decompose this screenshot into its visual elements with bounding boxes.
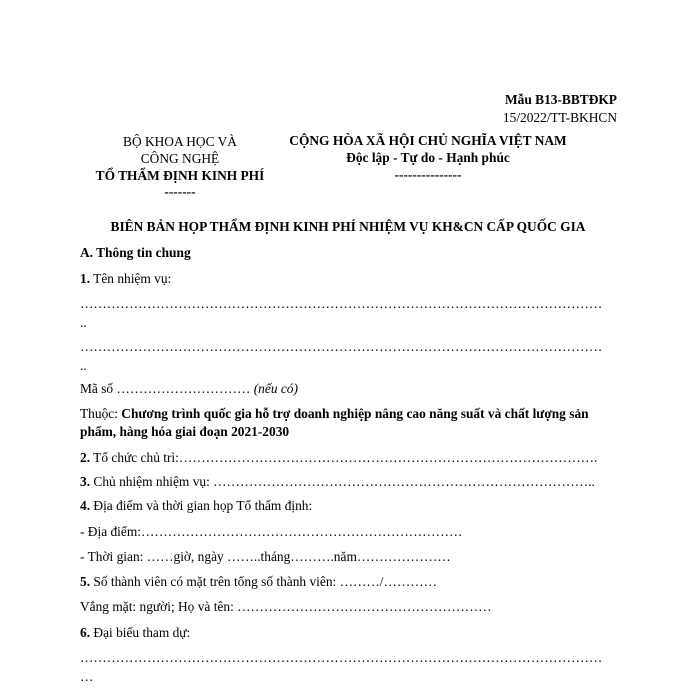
program-label: Thuộc: xyxy=(80,406,122,421)
item-4-venue-time xyxy=(80,498,312,515)
absent-line: Vắng mặt: người; Họ và tên: ………………………………………………… xyxy=(80,599,492,614)
agency-rule: ------- xyxy=(164,184,196,200)
item-6-delegates xyxy=(80,625,190,642)
venue-line: - Địa điểm:……………………………………………………………… xyxy=(80,524,463,539)
item-1-number: 1. xyxy=(80,271,91,286)
item-5-number: 5. xyxy=(80,574,91,589)
national-motto: Độc lập - Tự do - Hạnh phúc xyxy=(346,149,510,165)
document-title: BIÊN BẢN HỌP THẨM ĐỊNH KINH PHÍ NHIỆM VỤ KH&CN CẤP QUỐC GIA xyxy=(110,219,586,234)
code-label: Mã số ………………………… xyxy=(80,381,251,396)
task-name-fill-line-2: ……………………………………………………………………………………………………… xyxy=(80,339,603,354)
item-1-task-name xyxy=(80,271,171,288)
code-line xyxy=(80,381,298,398)
item-6-number: 6. xyxy=(80,625,91,640)
item-4-number: 4. xyxy=(80,498,91,513)
delegates-fill-tail: … xyxy=(80,669,94,684)
form-code: Mẫu B13-BBTĐKP xyxy=(505,92,617,107)
code-note: (nếu có) xyxy=(253,381,298,396)
item-2-number: 2. xyxy=(80,450,91,465)
agency-line-3: TỔ THẨM ĐỊNH KINH PHÍ xyxy=(95,167,265,183)
delegates-fill-line: ……………………………………………………………………………………………………… xyxy=(80,650,603,665)
issuing-agency-header xyxy=(80,134,280,201)
section-a-heading: A. Thông tin chung xyxy=(80,245,191,260)
national-header xyxy=(268,133,588,183)
agency-line-1: BỘ KHOA HỌC VÀ xyxy=(123,134,237,149)
item-3-task-lead xyxy=(80,474,595,491)
item-2-label: Tổ chức chủ trì:…………………………………………………………………………………. xyxy=(90,450,598,465)
item-3-label: Chủ nhiệm nhiệm vụ: ………………………………………………………………………….. xyxy=(90,474,595,489)
program-name: Chương trình quốc gia hỗ trợ doanh nghiệp nâng cao năng suất và chất lượng sản phẩm, hàng hóa giai đoạn 2021-2030 xyxy=(80,406,589,439)
item-5-label: Số thành viên có mặt trên tổng số thành viên: ………/………… xyxy=(90,574,438,589)
circular-number: 15/2022/TT-BKHCN xyxy=(502,110,617,125)
item-1-label: Tên nhiệm vụ: xyxy=(90,271,172,286)
national-rule: --------------- xyxy=(394,166,462,182)
time-line: - Thời gian: ……giờ, ngày ……..tháng……….năm………………… xyxy=(80,549,451,564)
national-title: CỘNG HÒA XÃ HỘI CHỦ NGHĨA VIỆT NAM xyxy=(289,133,567,148)
item-5-attendance xyxy=(80,574,437,591)
task-name-fill-line-1: ……………………………………………………………………………………………………… xyxy=(80,296,603,311)
item-3-number: 3. xyxy=(80,474,91,489)
item-6-label: Đại biểu tham dự: xyxy=(90,625,191,640)
task-name-fill-tail-1: .. xyxy=(80,315,87,330)
program-line xyxy=(80,405,620,441)
item-2-host-org xyxy=(80,450,597,467)
agency-line-2: CÔNG NGHỆ xyxy=(140,150,220,166)
item-4-label: Địa điểm và thời gian họp Tổ thẩm định: xyxy=(90,498,313,513)
task-name-fill-tail-2: .. xyxy=(80,358,87,373)
